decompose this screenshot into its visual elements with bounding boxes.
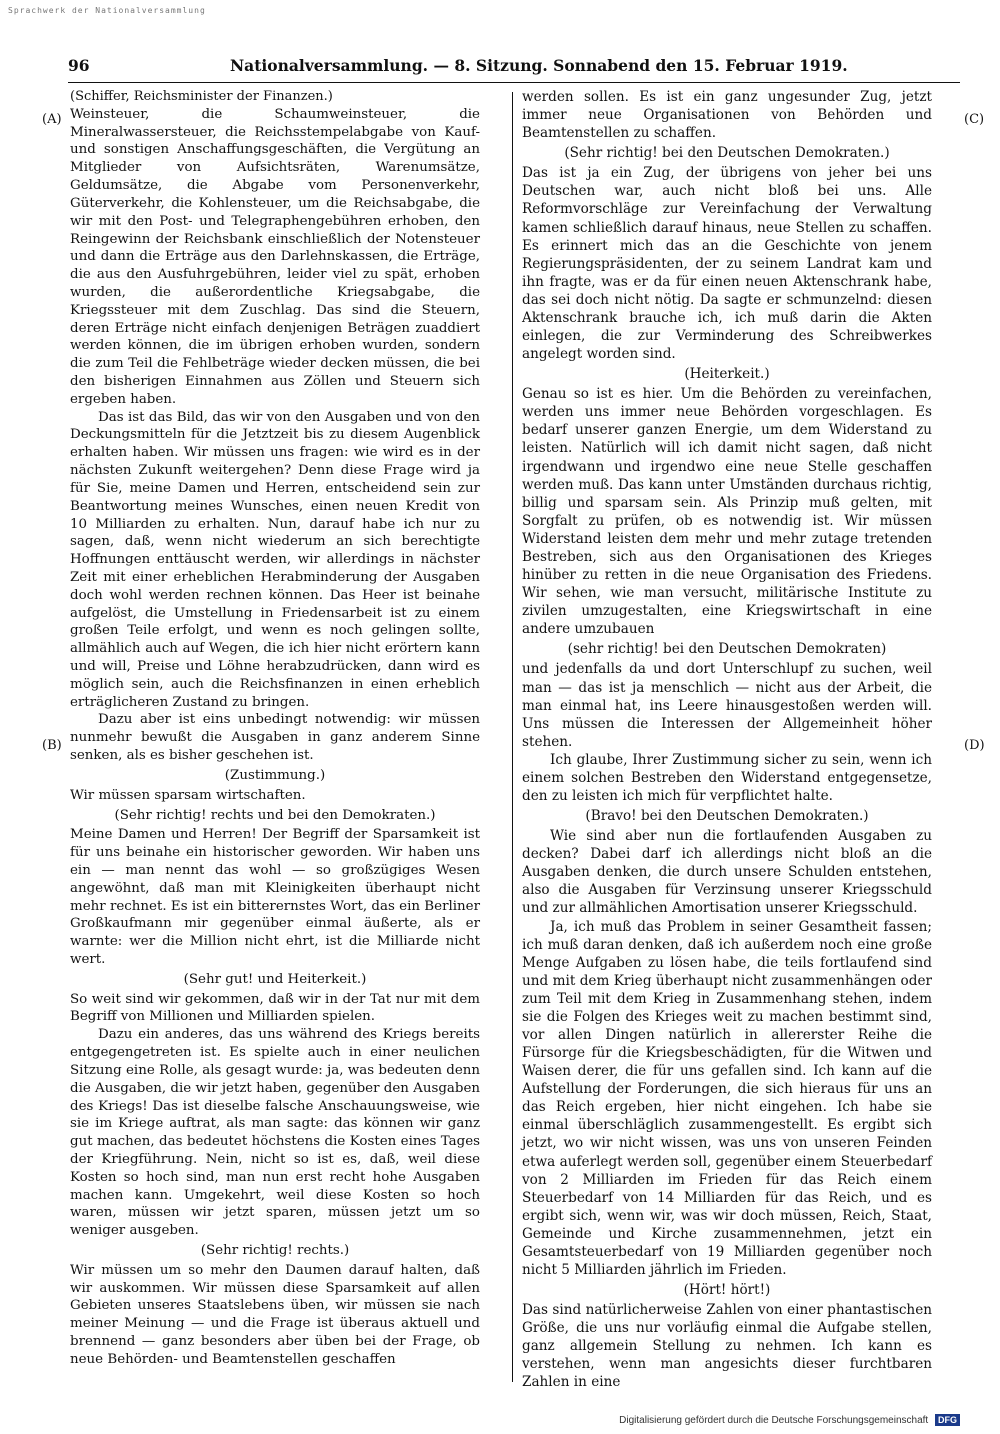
paragraph: Genau so ist es hier. Um die Behörden zu vereinfachen, werden uns immer neue Behörden vorgeschlagen. Es bedarf unserer ganzen Energie, um dem Widerstand zu leisten. Natürlich will ich damit nicht sagen, daß nicht irgendwann und irgendwo eine neue Stelle geschaffen werden muß. Das kann unter Umständen durchaus richtig, billig und sparsam sein. Als Prinzip muß gelten, mit Sorgfalt zu prüfen, ob es notwendig ist. Wir müssen Widerstand leisten dem mehr und mehr zutage tretenden Bestreben, sich aus den Organisationen des Krieges hinüber zu retten in die neue Organisation des Friedens. Wir sehen, wie man versucht, militärische Institute zu zivilen umzugestalten, eine Kriegswirtschaft in eine andere umzubauen (522, 386, 932, 638)
paragraph: Ich glaube, Ihrer Zustimmung sicher zu sein, wenn ich einem solchen Bestreben den Widerstand entgegensetze, den zu leisten ich mich für verpflichtet halte. (522, 751, 932, 804)
paragraph: Wir müssen sparsam wirtschaften. (70, 787, 306, 803)
paragraph: Das ist das Bild, das wir von den Ausgaben und von den Deckungsmitteln für die Jetztzeit bis zu diesem Augenblick erhalten haben. Wir müssen uns fragen: wie wird es in der nächsten Zukunft weitergehen? Denn diese Frage wird ja für Sie, meine Damen und Herren, entscheidend sein zur Beantwortung meines Wunsches, einen neuen Kredit von 10 Milliarden zu erhalten. Nun, darauf habe ich nur zu sagen, daß, wenn nicht wiederum an sich berechtigte Hoffnungen enttäuscht werden, wir allerdings in nächster Zeit mit einer erheblichen Herabminderung der Ausgaben doch wohl werden rechnen können. Das Heer ist beinahe aufgelöst, die Umstellung in Friedensarbeit ist zu einem großen Teile erfolgt, und wenn es noch gelingen sollte, allmählich auch auf Wegen, die ich hier nicht erörtern kann und will, Preise und Löhne herabzudrücken, dann wird es möglich sein, auch die Reichsfinanzen in einen erheblich erträglicheren Zustand zu bringen. (70, 409, 480, 710)
speaker-label: (Schiffer, Reichsminister der Finanzen.) (70, 89, 333, 104)
reaction: (sehr richtig! bei den Deutschen Demokraten) (567, 641, 887, 658)
footer-text: Digitalisierung gefördert durch die Deutsche Forschungsgemeinschaft (619, 1415, 929, 1426)
margin-marker-b: (B) (42, 738, 62, 753)
column-divider (512, 92, 513, 1382)
paragraph: Weinsteuer, die Schaumweinsteuer, die Mineralwassersteuer, die Reichsstempelabgabe von Kauf- und sonstigen Anschaffungsgeschäften, die Vergütung an Mitglieder von Aufsichtsräten, Warenumsätze, Geldumsätze, die Abgabe vom Personenverkehr, Güterverkehr, die Kohlensteuer, um die Reichsabgabe, die wir mit den Post- und Telegraphengebühren erhoben, den Reingewinn der Reichsbank einschließlich der Notensteuer und dann die Erträge aus den Darlehnskassen, die Erträge, die aus den Ausfuhrgebühren, leider viel zu spät, erhoben wurden, die außerordentliche Kriegsabgabe, die Kriegssteuer mit dem Zuschlag. Das sind die Steuern, deren Erträge nicht einfach denjenigen Beträgen zuaddiert werden können, die im übrigen erhoben wurden, sondern die zum Teil die Fehlbeträge wieder decken müssen, die bei den bisherigen Einnahmen aus Zöllen und Steuern sich ergeben haben. (70, 106, 480, 407)
funding-footer (619, 1414, 960, 1426)
paragraph: Wir müssen um so mehr den Daumen darauf halten, daß wir auskommen. Wir müssen diese Sparsamkeit auf allen Gebieten unseres Staatslebens üben, wir müssen sie nach meiner Meinung — und die Frage ist überaus aktuell und brennend — ganz besonders aber üben bei der Frage, ob neue Behörden- und Beamtenstellen geschaffen (70, 1262, 480, 1367)
margin-marker-a: (A) (42, 112, 62, 127)
reaction: (Sehr richtig! rechts.) (200, 1243, 350, 1258)
paragraph: Das sind natürlicherweise Zahlen von einer phantastischen Größe, die uns nur vorläufig einmal die Aufgabe stellen, ganz allgemein Stellung zu nehmen. Ich kann es verstehen, wenn man angesichts dieser furchtbaren Zahlen in eine (522, 1302, 932, 1391)
paragraph: Das ist ja ein Zug, der übrigens von jeher bei uns Deutschen war, auch nicht bloß bei uns. Alle Reformvorschläge zur Vereinfachung der Verwaltung kamen schließlich darauf hinaus, neue Stellen zu schaffen. Es erinnert mich das an die Geschichte von jenem Regierungspräsidenten, der zu seinem Landrat kam und ihn fragte, was er da für einen neuen Aktenschrank habe, das sei doch nicht nötig. Da sagte er schmunzelnd: diesen Aktenschrank brauche ich, ich muß darin die Akten einlegen, die zur Verminderung des Schreibwerkes angelegt worden sind. (522, 165, 932, 363)
reaction: (Bravo! bei den Deutschen Demokraten.) (585, 808, 869, 825)
paragraph: Dazu aber ist eins unbedingt notwendig: wir müssen nunmehr bewußt die Ausgaben in ganz anderem Sinne senken, als es bisher geschehen ist. (70, 712, 480, 764)
page-header (68, 56, 960, 78)
right-column (522, 88, 932, 1392)
paragraph: So weit sind wir gekommen, daß wir in der Tat nur mit dem Begriff von Millionen und Milliarden spielen. (70, 991, 480, 1025)
margin-marker-d: (D) (964, 738, 985, 753)
scan-stamp: Sprachwerk der Nationalversammlung (8, 6, 206, 15)
left-column (70, 88, 480, 1369)
paragraph: und jedenfalls da und dort Unterschlupf zu suchen, weil man — das ist ja menschlich — nicht aus der Arbeit, die man einmal hat, ins Leere hinausgestoßen werden will. Uns müssen die Interessen der Allgemeinheit höher stehen. (522, 661, 932, 750)
reaction: (Sehr richtig! bei den Deutschen Demokraten.) (564, 145, 890, 162)
paragraph: Meine Damen und Herren! Der Begriff der Sparsamkeit ist für uns beinahe ein historischer geworden. Wir haben uns ein — man nennt das wohl — so großzügiges Wesen angewöhnt, daß man mit Kleinigkeiten überhaupt nicht mehr rechnet. Es ist ein bitterernstes Wort, das ein Berliner Großkaufmann mir gegenüber einmal äußerte, als er warnte: wer die Million nicht ehrt, ist die Milliarde nicht wert. (70, 827, 480, 967)
paragraph: werden sollen. Es ist ein ganz ungesunder Zug, jetzt immer neue Organisationen von Behörden und Beamtenstellen zu schaffen. (522, 89, 932, 142)
running-title: Nationalversammlung. — 8. Sitzung. Sonnabend den 15. Februar 1919. (230, 56, 848, 75)
reaction: (Zustimmung.) (224, 767, 326, 783)
reaction: (Hört! hört!) (683, 1282, 771, 1299)
paragraph: Dazu ein anderes, das uns während des Kriegs bereits entgegengetreten ist. Es spielte auch in einer neulichen Sitzung eine Rolle, als gesagt wurde: ja, was bedeuten denn die Ausgaben, die wir jetzt haben, gegenüber den Ausgaben des Kriegs! Das ist dieselbe falsche Anschauungsweise, wie sie im Kriege auftrat, als man sagte: das können wir ganz gut machen, das bedeutet höchstens die Kosten eines Tages der Kriegführung. Nein, nicht so ist es, daß, weil diese Kosten so hoch sind, man nun erst recht hohe Ausgaben machen kann. Umgekehrt, weil diese Kosten so hoch waren, müssen wir jetzt sparen, müssen jetzt um so weniger ausgeben. (70, 1027, 480, 1239)
dfg-logo: DFG (935, 1414, 960, 1426)
paragraph: Wie sind aber nun die fortlaufenden Ausgaben zu decken? Dabei darf ich allerdings nicht bloß an die Ausgaben denken, die durch unsere Schulden entstehen, also die Ausgaben für Verzinsung unserer Kriegsschuld und zur allmählichen Amortisation unserer Kriegsschuld. (522, 828, 932, 917)
header-rule (68, 82, 960, 83)
margin-marker-c: (C) (964, 112, 985, 127)
paragraph: Ja, ich muß das Problem in seiner Gesamtheit fassen; ich muß daran denken, daß ich außerdem noch eine große Menge Aufgaben zu lösen habe, die teils fortlaufend sind und mit dem Krieg überhaupt nicht zusammenhängen oder zum Teil mit dem Krieg in Zusammenhang stehen, indem sie die Folgen des Krieges weit zu machen bestimmt sind, vor allen Dingen natürlich in allererster Reihe die Fürsorge für die Kriegsbeschädigten, für die Witwen und Waisen derer, die für uns gefallen sind. Ich kann auf die Aufstellung der Forderungen, die sich hieraus für uns an das Reich ergeben, hier nicht eingehen. Ich habe sie einmal überschläglich zusammengestellt. Es ergibt sich jetzt, wo wir nicht wissen, was uns von unseren Feinden etwa auferlegt werden soll, gegenüber einem Steuerbedarf von 2 Milliarden im Frieden für das Reich einem Steuerbedarf von 14 Milliarden für das Reich, und es ergibt sich, wenn wir, was wir doch müssen, Reich, Staat, Gemeinde und Kirche zusammennehmen, jetzt ein Gesamtsteuerbedarf von 19 Milliarden gegenüber noch nicht 5 Milliarden jährlich im Frieden. (522, 918, 932, 1278)
page-number: 96 (68, 56, 90, 75)
reaction: (Heiterkeit.) (684, 366, 770, 383)
reaction: (Sehr richtig! rechts und bei den Demokraten.) (114, 807, 436, 823)
reaction: (Sehr gut! und Heiterkeit.) (183, 971, 367, 987)
